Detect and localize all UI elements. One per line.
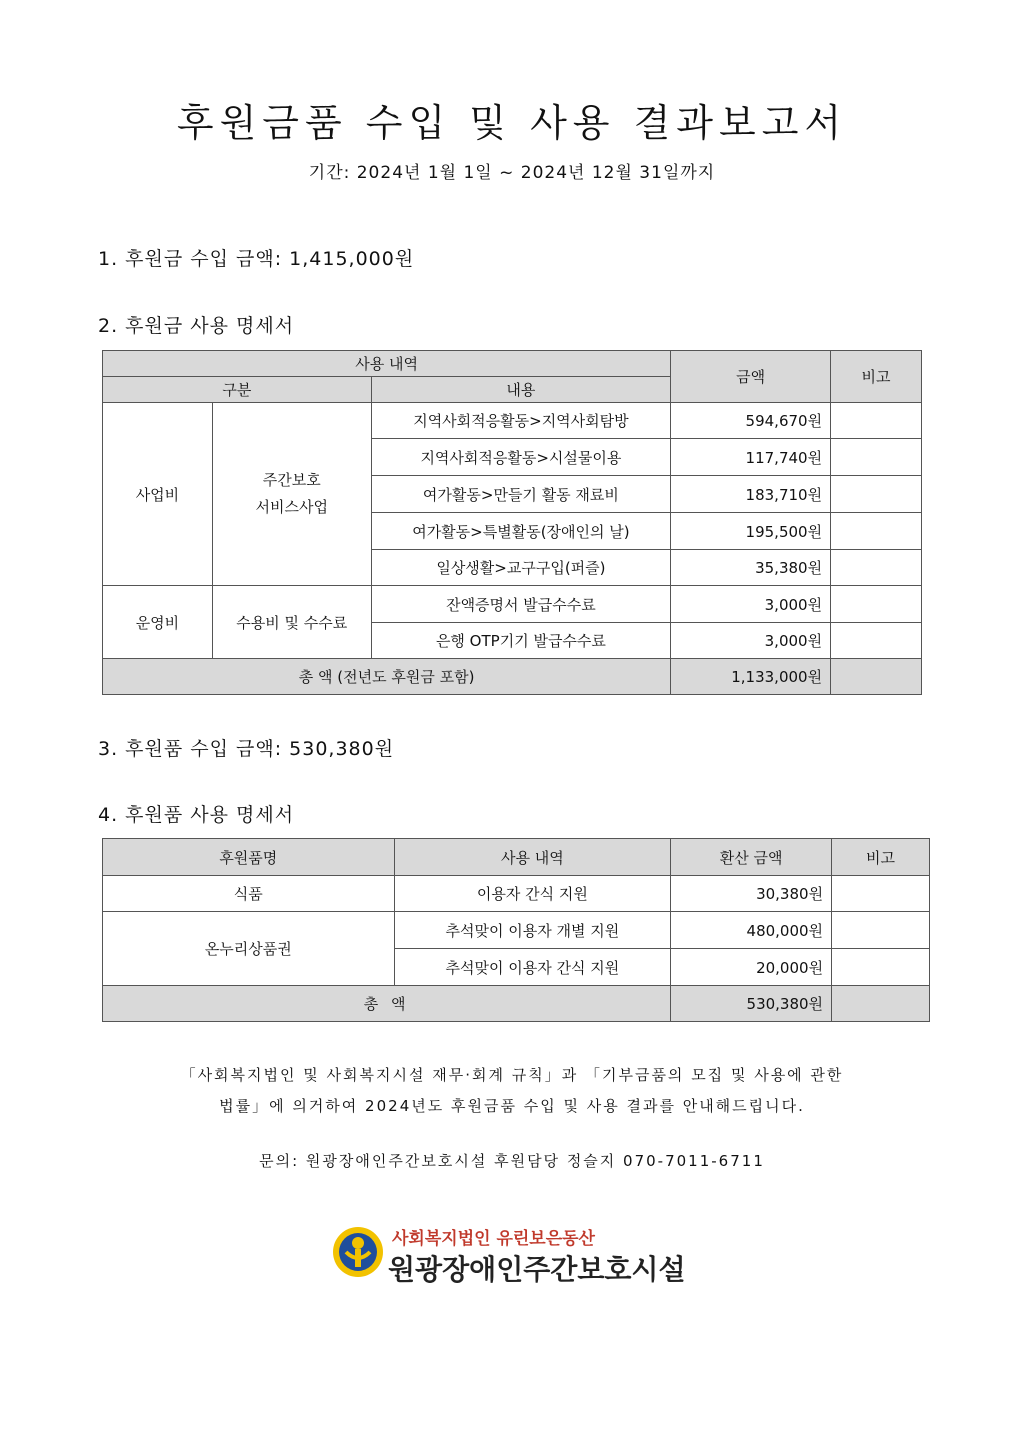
row-note	[831, 550, 922, 586]
header-amount: 환산 금액	[671, 839, 832, 876]
row-content: 잔액증명서 발급수수료	[371, 586, 671, 623]
row-content: 여가활동>특별활동(장애인의 날)	[371, 513, 671, 550]
total-row	[103, 659, 922, 695]
subcategory-daycare: 주간보호 서비스사업	[212, 403, 371, 586]
header-item: 후원품명	[103, 839, 395, 876]
header-content: 내용	[371, 377, 671, 403]
row-note	[832, 912, 930, 949]
row-note	[831, 476, 922, 513]
table-row	[103, 876, 930, 912]
table-row	[103, 912, 930, 949]
total-label: 총 액 (전년도 후원금 포함)	[103, 659, 671, 695]
header-usage: 사용 내역	[394, 839, 671, 876]
row-note	[832, 876, 930, 912]
header-amount: 금액	[671, 351, 831, 403]
row-content: 지역사회적응활동>지역사회탐방	[371, 403, 671, 439]
logo-subtitle: 사회복지법인 유린보은동산	[392, 1229, 595, 1249]
row-content: 지역사회적응활동>시설물이용	[371, 439, 671, 476]
row-amount: 20,000원	[671, 949, 832, 986]
section-3-heading: 3. 후원품 수입 금액: 530,380원	[98, 738, 395, 760]
header-note: 비고	[832, 839, 930, 876]
subcategory-fees: 수용비 및 수수료	[212, 586, 371, 659]
notice-line-2: 법률」에 의거하여 2024년도 후원금품 수입 및 사용 결과를 안내해드립니다.	[219, 1097, 805, 1115]
row-usage: 이용자 간식 지원	[394, 876, 671, 912]
row-note	[831, 623, 922, 659]
section-1-heading: 1. 후원금 수입 금액: 1,415,000원	[98, 248, 415, 270]
row-amount: 117,740원	[671, 439, 831, 476]
total-amount: 530,380원	[671, 986, 832, 1022]
row-amount: 183,710원	[671, 476, 831, 513]
total-label: 총 액	[103, 986, 671, 1022]
total-row	[103, 986, 930, 1022]
notice-line-1: 「사회복지법인 및 사회복지시설 재무·회계 규칙」과 「기부금품의 모집 및 사용에 관한	[180, 1066, 844, 1084]
contact-info: 문의: 원광장애인주간보호시설 후원담당 정슬지 070-7011-6711	[259, 1152, 765, 1170]
table-row	[103, 403, 922, 439]
logo-name: 원광장애인주간보호시설	[388, 1253, 686, 1286]
row-amount: 195,500원	[671, 513, 831, 550]
row-usage: 추석맞이 이용자 간식 지원	[394, 949, 671, 986]
report-period: 기간: 2024년 1월 1일 ~ 2024년 12월 31일까지	[308, 163, 716, 183]
item-food: 식품	[103, 876, 395, 912]
row-note	[831, 439, 922, 476]
header-usage: 사용 내역	[103, 351, 671, 377]
organization-logo	[332, 1222, 712, 1292]
goods-usage-table	[102, 838, 930, 1022]
row-content: 은행 OTP기기 발급수수료	[371, 623, 671, 659]
row-amount: 35,380원	[671, 550, 831, 586]
row-content: 일상생활>교구구입(퍼즐)	[371, 550, 671, 586]
donation-usage-table	[102, 350, 922, 695]
header-note: 비고	[831, 351, 922, 403]
row-note	[831, 403, 922, 439]
row-amount: 3,000원	[671, 623, 831, 659]
logo-emblem-icon	[332, 1226, 384, 1278]
row-note	[831, 586, 922, 623]
header-category: 구분	[103, 377, 372, 403]
category-business: 사업비	[103, 403, 213, 586]
total-note	[832, 986, 930, 1022]
row-note	[831, 513, 922, 550]
row-amount: 480,000원	[671, 912, 832, 949]
table-row	[103, 586, 922, 623]
total-note	[831, 659, 922, 695]
item-voucher: 온누리상품권	[103, 912, 395, 986]
row-content: 여가활동>만들기 활동 재료비	[371, 476, 671, 513]
section-2-heading: 2. 후원금 사용 명세서	[98, 315, 295, 337]
total-amount: 1,133,000원	[671, 659, 831, 695]
row-amount: 30,380원	[671, 876, 832, 912]
row-usage: 추석맞이 이용자 개별 지원	[394, 912, 671, 949]
row-amount: 594,670원	[671, 403, 831, 439]
row-amount: 3,000원	[671, 586, 831, 623]
section-4-heading: 4. 후원품 사용 명세서	[98, 804, 295, 826]
category-operation: 운영비	[103, 586, 213, 659]
page-title: 후원금품 수입 및 사용 결과보고서	[176, 101, 848, 145]
row-note	[832, 949, 930, 986]
